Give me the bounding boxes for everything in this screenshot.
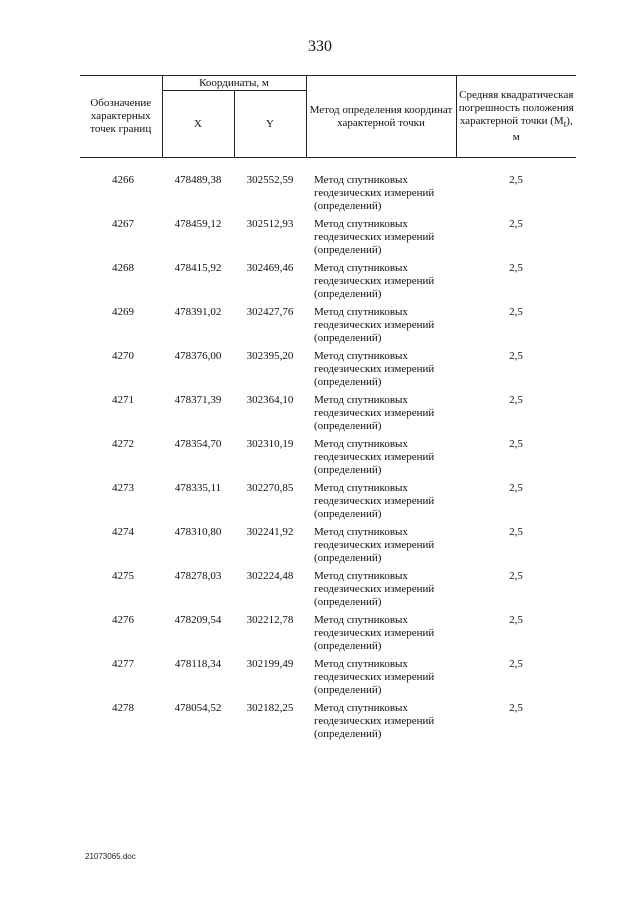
- table-header: [80, 76, 576, 158]
- table-row: [80, 438, 576, 482]
- error-value: 2,5: [509, 306, 523, 318]
- header-error-text: Средняя квадратическая погрешность положения характерной точки (M: [458, 88, 574, 127]
- error-value: 2,5: [509, 702, 523, 714]
- header-coordinates: Координаты, м: [162, 76, 306, 91]
- coordinate-x: 478354,70: [174, 438, 222, 450]
- error-value: 2,5: [509, 658, 523, 670]
- point-number: 4267: [112, 218, 134, 230]
- table-row: [80, 350, 576, 394]
- coordinate-y: 302512,93: [246, 218, 294, 230]
- coordinate-x: 478459,12: [174, 218, 222, 230]
- header-error-subscript: t: [563, 119, 567, 130]
- coordinate-x: 478415,92: [174, 262, 222, 274]
- method: Метод спутниковых геодезических измерений (определений): [314, 614, 435, 652]
- coordinate-y: 302469,46: [246, 262, 294, 274]
- table-row: [80, 218, 576, 262]
- coordinate-y: 302241,92: [246, 526, 294, 538]
- page-number: 330: [308, 38, 332, 55]
- error-value: 2,5: [509, 438, 523, 450]
- table-row: [80, 158, 576, 219]
- header-error-unit: ), м: [512, 114, 573, 144]
- point-number: 4276: [112, 614, 134, 626]
- table-body: [80, 158, 576, 747]
- method: Метод спутниковых геодезических измерений (определений): [314, 174, 435, 212]
- method: Метод спутниковых геодезических измерений (определений): [314, 658, 435, 696]
- header-error: [456, 76, 576, 158]
- point-number: 4273: [112, 482, 134, 494]
- error-value: 2,5: [509, 482, 523, 494]
- point-number: 4268: [112, 262, 134, 274]
- coordinate-y: 302364,10: [246, 394, 294, 406]
- coordinate-y: 302199,49: [246, 658, 294, 670]
- error-value: 2,5: [509, 526, 523, 538]
- error-value: 2,5: [509, 174, 523, 186]
- table-row: [80, 658, 576, 702]
- coordinate-x: 478310,80: [174, 526, 222, 538]
- method: Метод спутниковых геодезических измерений (определений): [314, 306, 435, 344]
- method: Метод спутниковых геодезических измерений (определений): [314, 702, 435, 740]
- method: Метод спутниковых геодезических измерений (определений): [314, 526, 435, 564]
- header-point-designation: Обозначение характерных точек границ: [80, 76, 162, 158]
- coordinate-x: 478118,34: [174, 658, 222, 670]
- table-row: [80, 702, 576, 746]
- method: Метод спутниковых геодезических измерений (определений): [314, 262, 435, 300]
- table-row: [80, 306, 576, 350]
- coordinate-x: 478391,02: [174, 306, 222, 318]
- coordinate-x: 478376,00: [174, 350, 222, 362]
- point-number: 4271: [112, 394, 134, 406]
- document-filename: 21073065.doc: [85, 852, 136, 861]
- table-row: [80, 262, 576, 306]
- method: Метод спутниковых геодезических измерений (определений): [314, 350, 435, 388]
- method: Метод спутниковых геодезических измерений (определений): [314, 394, 435, 432]
- error-value: 2,5: [509, 570, 523, 582]
- point-number: 4266: [112, 174, 134, 186]
- point-number: 4272: [112, 438, 134, 450]
- error-value: 2,5: [509, 262, 523, 274]
- point-number: 4278: [112, 702, 134, 714]
- method: Метод спутниковых геодезических измерений (определений): [314, 218, 435, 256]
- point-number: 4275: [112, 570, 134, 582]
- table-row: [80, 526, 576, 570]
- coordinate-y: 302224,48: [246, 570, 294, 582]
- coordinate-y: 302270,85: [246, 482, 294, 494]
- header-method: Метод определения координат характерной точки: [306, 76, 456, 158]
- table-row: [80, 614, 576, 658]
- coordinate-y: 302427,76: [246, 306, 294, 318]
- error-value: 2,5: [509, 614, 523, 626]
- coordinate-y: 302310,19: [246, 438, 294, 450]
- table-row: [80, 570, 576, 614]
- header-y: Y: [234, 91, 306, 158]
- method: Метод спутниковых геодезических измерений (определений): [314, 482, 435, 520]
- coordinate-x: 478335,11: [174, 482, 222, 494]
- error-value: 2,5: [509, 218, 523, 230]
- method: Метод спутниковых геодезических измерений (определений): [314, 438, 435, 476]
- method: Метод спутниковых геодезических измерений (определений): [314, 570, 435, 608]
- point-number: 4269: [112, 306, 134, 318]
- coordinate-x: 478489,38: [174, 174, 222, 186]
- coordinate-x: 478371,39: [174, 394, 222, 406]
- point-number: 4277: [112, 658, 134, 670]
- error-value: 2,5: [509, 350, 523, 362]
- coordinate-y: 302395,20: [246, 350, 294, 362]
- header-x: X: [162, 91, 234, 158]
- point-number: 4274: [112, 526, 134, 538]
- coordinate-y: 302212,78: [246, 614, 294, 626]
- coordinate-y: 302182,25: [246, 702, 294, 714]
- table-row: [80, 394, 576, 438]
- coordinates-table: [80, 75, 576, 746]
- coordinate-y: 302552,59: [246, 174, 294, 186]
- coordinate-x: 478278,03: [174, 570, 222, 582]
- coordinate-x: 478209,54: [174, 614, 222, 626]
- point-number: 4270: [112, 350, 134, 362]
- coordinate-x: 478054,52: [174, 702, 222, 714]
- error-value: 2,5: [509, 394, 523, 406]
- table-row: [80, 482, 576, 526]
